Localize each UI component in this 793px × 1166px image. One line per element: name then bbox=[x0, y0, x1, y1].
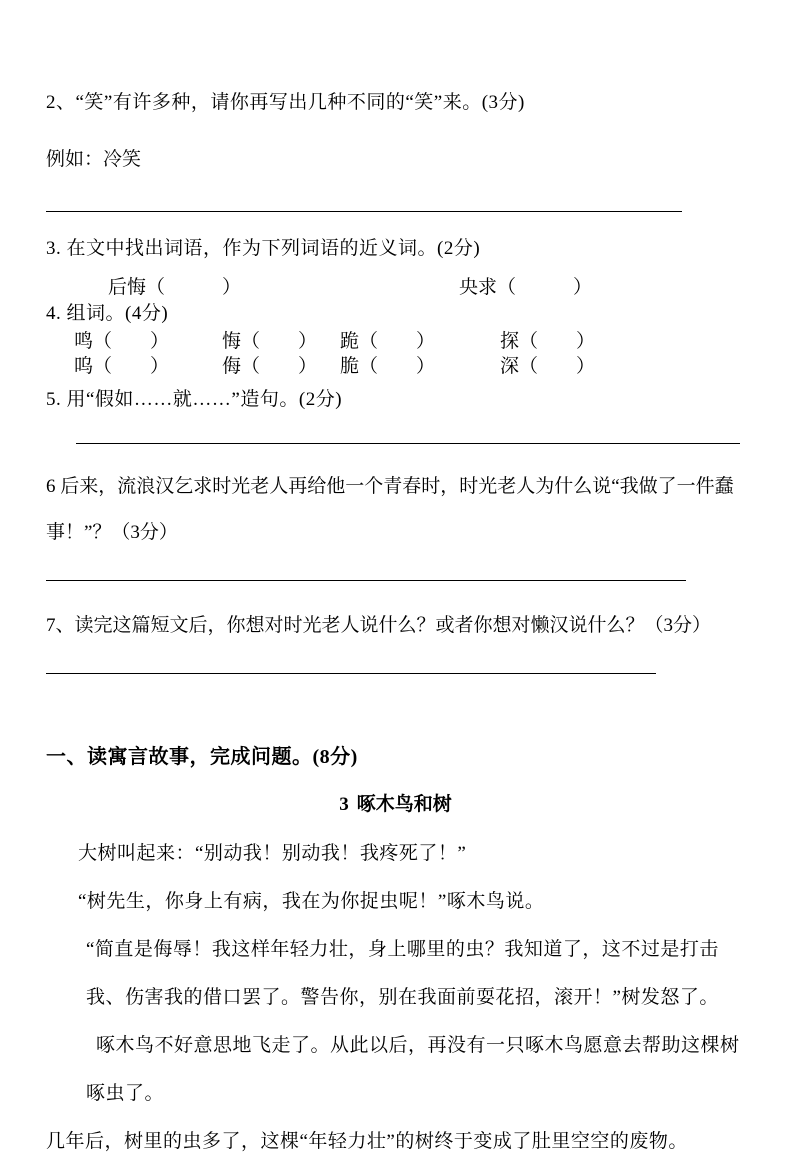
question-4-prompt: 4. 组词。(4分) bbox=[46, 303, 169, 324]
synonym-blank-yangqiu: 央求（ ） bbox=[459, 277, 593, 298]
story-line: 大树叫起来：“别动我！别动我！我疼死了！” bbox=[78, 843, 467, 864]
synonym-blank-houhui: 后悔（ ） bbox=[108, 277, 242, 298]
question-3-prompt: 3. 在文中找出词语，作为下列词语的近义词。(2分) bbox=[46, 238, 481, 259]
question-3-items bbox=[46, 272, 745, 299]
answer-line bbox=[76, 443, 740, 444]
word-blank: 呜（ ） bbox=[74, 356, 170, 377]
question-5-prompt: 5. 用“假如……就……”造句。(2分) bbox=[46, 389, 343, 410]
answer-line bbox=[46, 580, 686, 581]
question-4-row-1 bbox=[74, 329, 745, 354]
story-body bbox=[46, 830, 745, 1166]
question-2-prompt: 2、“笑”有许多种，请你再写出几种不同的“笑”来。(3分) bbox=[46, 92, 525, 113]
story-line: “树先生，你身上有病，我在为你捉虫呢！”啄木鸟说。 bbox=[78, 891, 545, 912]
story-line: “简直是侮辱！我这样年轻力壮，身上哪里的虫？我知道了，这不过是打击 bbox=[86, 939, 719, 960]
word-blank: 悔（ ） bbox=[222, 331, 318, 352]
story-title bbox=[46, 789, 745, 816]
word-blank: 鸣（ ） bbox=[74, 331, 170, 352]
story-line: 啄木鸟不好意思地飞走了。从此以后，再没有一只啄木鸟愿意去帮助这棵树 bbox=[96, 1035, 740, 1056]
question-4-row-2 bbox=[74, 354, 745, 379]
question-6-prompt: 6 后来，流浪汉乞求时光老人再给他一个青春时，时光老人为什么说“我做了一件蠢事！”？（3分） bbox=[46, 476, 734, 543]
answer-line bbox=[46, 673, 656, 674]
story-number: 3 bbox=[339, 794, 349, 815]
answer-line bbox=[46, 211, 682, 212]
question-7-prompt: 7、读完这篇短文后，你想对时光老人说什么？或者你想对懒汉说什么？（3分） bbox=[46, 615, 712, 636]
word-blank: 跪（ ） bbox=[340, 331, 436, 352]
word-blank: 深（ ） bbox=[500, 356, 596, 377]
story-line: 啄虫了。 bbox=[86, 1083, 165, 1104]
story-line: 几年后，树里的虫多了，这棵“年轻力壮”的树终于变成了肚里空空的废物。 bbox=[46, 1131, 688, 1152]
word-blank: 脆（ ） bbox=[340, 356, 436, 377]
question-2-example: 例如：冷笑 bbox=[46, 149, 142, 170]
story-line: 我、伤害我的借口罢了。警告你，别在我面前耍花招，滚开！”树发怒了。 bbox=[86, 987, 719, 1008]
word-blank: 侮（ ） bbox=[222, 356, 318, 377]
word-blank: 探（ ） bbox=[500, 331, 596, 352]
section-heading: 一、读寓言故事，完成问题。(8分) bbox=[46, 746, 358, 768]
story-title-text: 啄木鸟和树 bbox=[356, 794, 452, 815]
